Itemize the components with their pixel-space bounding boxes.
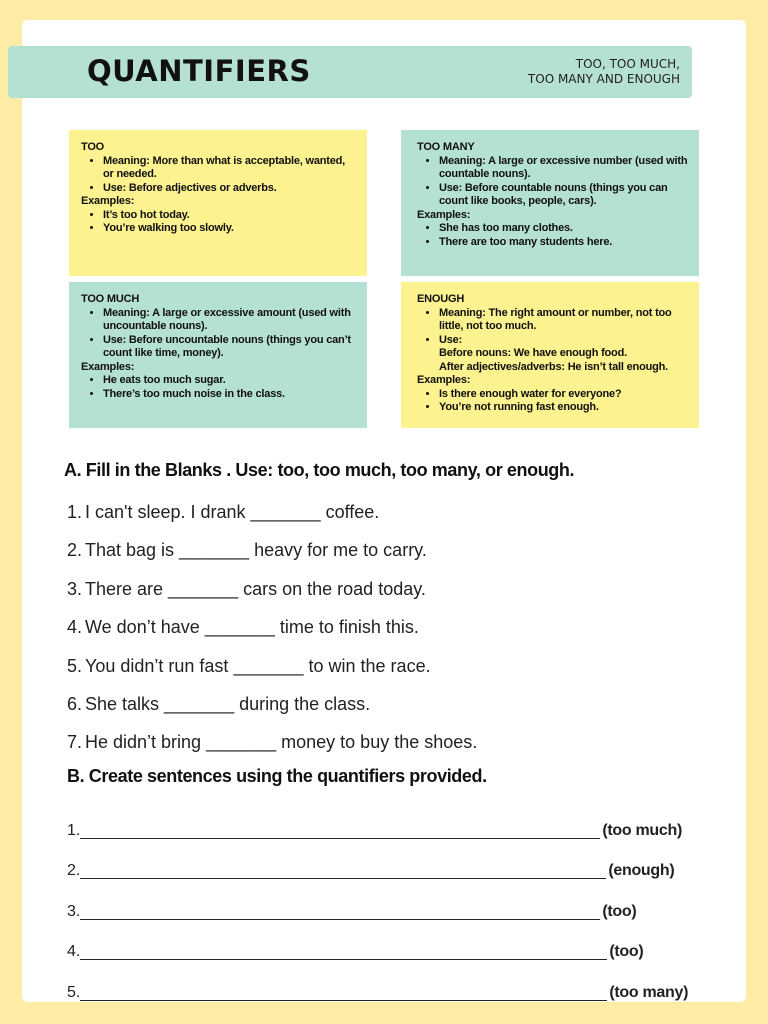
list-item bbox=[67, 964, 688, 1005]
answer-line[interactable] bbox=[80, 901, 600, 920]
item-number: 3. bbox=[67, 902, 81, 920]
list-item bbox=[67, 924, 688, 965]
item-number: 1. bbox=[67, 502, 83, 522]
answer-line[interactable] bbox=[80, 941, 607, 960]
card-example: • You’re walking too slowly. bbox=[103, 222, 357, 236]
card-bullets bbox=[81, 155, 357, 196]
subtitle-line-2: TOO MANY AND ENOUGH bbox=[527, 72, 680, 86]
item-number: 4. bbox=[67, 617, 83, 638]
card-example: • There’s too much noise in the class. bbox=[103, 388, 357, 402]
card-bullet: • Meaning: The right amount or number, not too little, not too much. bbox=[439, 307, 689, 334]
item-number: 6. bbox=[67, 693, 83, 714]
item-number: 5. bbox=[67, 983, 81, 1001]
answer-line[interactable] bbox=[80, 820, 600, 839]
use-label: • Use: bbox=[439, 333, 463, 346]
card-bullet bbox=[439, 334, 689, 375]
item-text: You didn’t run fast _______ to win the race. bbox=[85, 655, 431, 676]
list-item bbox=[67, 615, 477, 653]
card-example: • He eats too much sugar. bbox=[103, 374, 357, 388]
card-bullet: • Use: Before countable nouns (things you can count like books, people, cars). bbox=[439, 182, 689, 209]
list-item bbox=[67, 730, 477, 768]
examples-label: Examples: bbox=[81, 195, 135, 207]
item-text: We don’t have _______ time to finish this. bbox=[85, 617, 419, 638]
quantifier-hint: (too much) bbox=[602, 821, 682, 839]
item-number: 7. bbox=[67, 732, 83, 753]
item-text: He didn’t bring _______ money to buy the shoes. bbox=[85, 732, 478, 753]
card-examples bbox=[417, 222, 689, 249]
card-heading: TOO bbox=[81, 141, 105, 153]
fill-in-blanks-list bbox=[67, 500, 477, 769]
section-a-heading: A. Fill in the Blanks . Use: too, too much, too many, or enough. bbox=[64, 460, 575, 480]
too-card bbox=[69, 130, 367, 276]
answer-line[interactable] bbox=[80, 860, 606, 879]
too-much-card bbox=[69, 282, 367, 428]
list-item bbox=[67, 843, 688, 884]
list-item bbox=[67, 883, 688, 924]
list-item bbox=[67, 692, 477, 730]
card-bullet: • Meaning: More than what is acceptable, wanted, or needed. bbox=[103, 155, 357, 182]
card-bullets bbox=[417, 307, 689, 375]
section-b-heading: B. Create sentences using the quantifiers provided. bbox=[67, 766, 487, 786]
item-number: 5. bbox=[67, 655, 83, 676]
card-examples bbox=[81, 374, 357, 401]
use-line: Before nouns: We have enough food. bbox=[439, 347, 627, 359]
card-example: • It’s too hot today. bbox=[103, 209, 357, 223]
item-text: That bag is _______ heavy for me to carry. bbox=[85, 540, 427, 561]
card-heading: TOO MUCH bbox=[81, 293, 140, 305]
item-text: There are _______ cars on the road today. bbox=[85, 578, 426, 599]
list-item bbox=[67, 802, 688, 843]
create-sentences-list bbox=[67, 802, 688, 1005]
item-number: 2. bbox=[67, 862, 81, 879]
use-line: After adjectives/adverbs: He isn’t tall enough. bbox=[439, 360, 668, 373]
examples-label: Examples: bbox=[417, 374, 471, 386]
card-example: • She has too many clothes. bbox=[439, 222, 689, 236]
list-item bbox=[67, 500, 477, 538]
card-example: • You’re not running fast enough. bbox=[439, 401, 689, 415]
list-item bbox=[67, 538, 477, 576]
subtitle-line-1: TOO, TOO MUCH, bbox=[575, 57, 680, 71]
card-example: • Is there enough water for everyone? bbox=[439, 388, 689, 402]
card-bullet: • Meaning: A large or excessive amount (used with uncountable nouns). bbox=[103, 307, 357, 334]
answer-line[interactable] bbox=[80, 982, 607, 1001]
page-subtitle bbox=[528, 57, 680, 87]
enough-card bbox=[401, 282, 699, 428]
card-bullet: • Use: Before adjectives or adverbs. bbox=[103, 182, 357, 196]
item-text: She talks _______ during the class. bbox=[85, 693, 371, 714]
card-heading: TOO MANY bbox=[417, 141, 475, 153]
card-bullet: • Use: Before uncountable nouns (things you can’t count like time, money). bbox=[103, 334, 357, 361]
quantifier-hint: (too many) bbox=[609, 983, 689, 1001]
item-number: 1. bbox=[67, 821, 81, 839]
list-item bbox=[67, 577, 477, 615]
list-item bbox=[67, 654, 477, 692]
item-text: I can't sleep. I drank _______ coffee. bbox=[85, 502, 380, 522]
card-examples bbox=[417, 388, 689, 415]
card-heading: ENOUGH bbox=[417, 293, 465, 305]
examples-label: Examples: bbox=[81, 360, 135, 373]
too-many-card bbox=[401, 130, 699, 276]
quantifier-hint: (too) bbox=[609, 943, 644, 960]
item-number: 3. bbox=[67, 578, 83, 599]
page-title: QUANTIFIERS bbox=[87, 54, 311, 88]
examples-label: Examples: bbox=[417, 208, 471, 221]
quantifier-hint: (too) bbox=[602, 902, 637, 920]
card-examples bbox=[81, 209, 357, 236]
card-bullets bbox=[81, 307, 357, 361]
card-bullet: • Meaning: A large or excessive number (used with countable nouns). bbox=[439, 155, 689, 182]
item-number: 2. bbox=[67, 540, 83, 561]
quantifier-hint: (enough) bbox=[608, 862, 675, 879]
card-bullets bbox=[417, 155, 689, 209]
item-number: 4. bbox=[67, 943, 81, 960]
card-example: • There are too many students here. bbox=[439, 236, 689, 250]
